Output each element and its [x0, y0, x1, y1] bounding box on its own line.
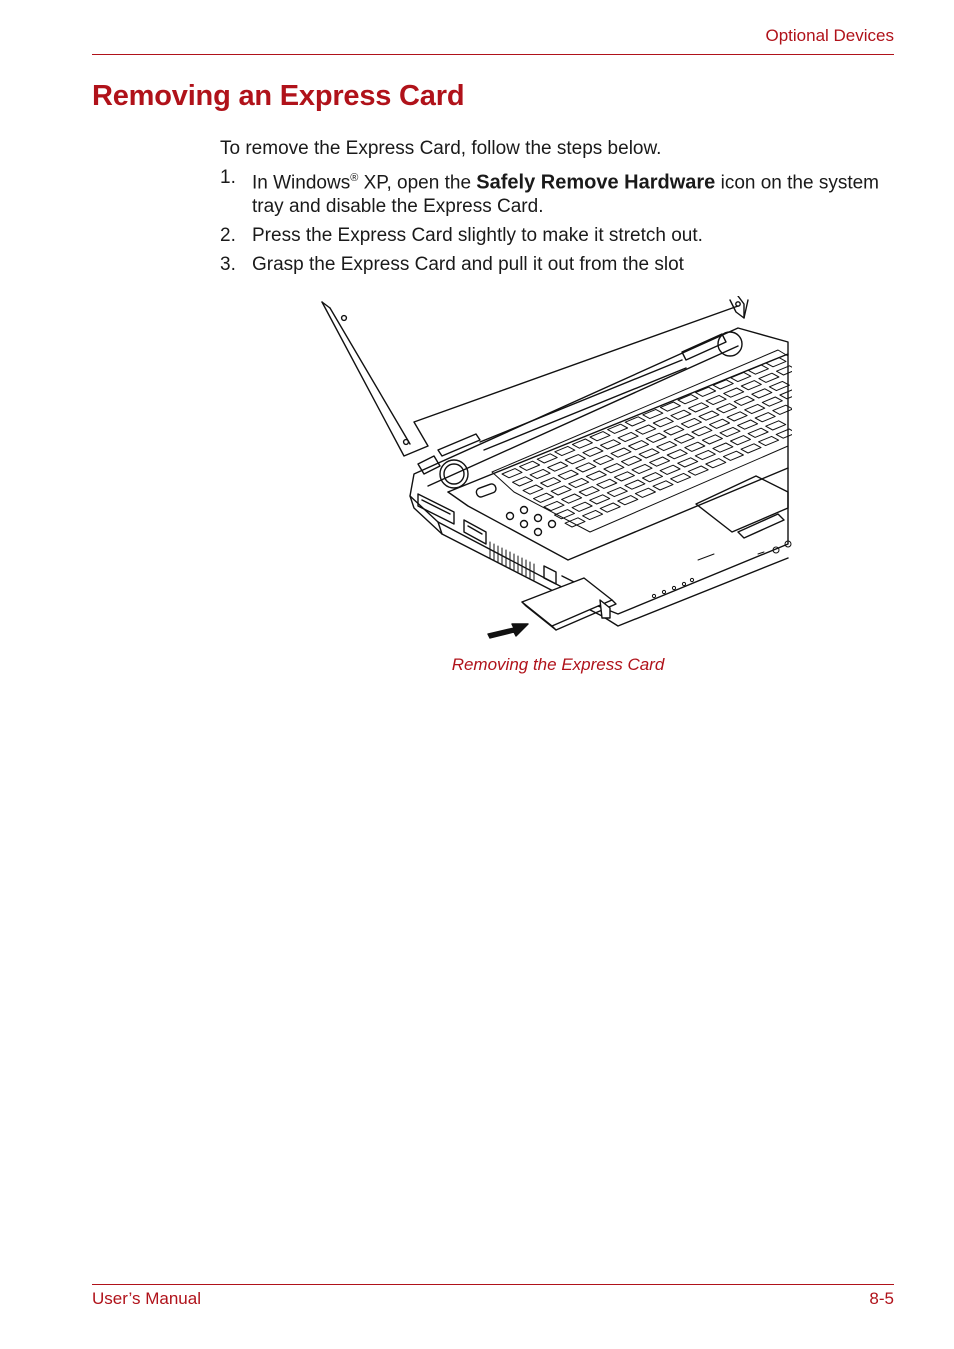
keyboard-key	[727, 412, 747, 421]
keyboard-key	[632, 464, 652, 473]
keyboard-key	[692, 427, 712, 436]
keyboard-key	[678, 458, 698, 467]
keyboard-key	[597, 479, 617, 488]
bold-term: Safely Remove Hardware	[476, 171, 716, 194]
step-text-post: icon on the system tray and disable the Express Card.	[252, 172, 880, 218]
keyboard-key	[604, 464, 624, 473]
keyboard-key	[755, 413, 775, 422]
keyboard-key	[713, 443, 733, 452]
keyboard-key	[710, 419, 730, 428]
keyboard-key	[689, 403, 709, 412]
laptop-express-card-illustration	[318, 296, 792, 641]
keyboard-key	[688, 466, 708, 475]
keyboard-key	[502, 469, 522, 478]
keyboard-key	[601, 440, 621, 449]
keyboard-key	[702, 435, 722, 444]
keyboard-key	[579, 487, 599, 496]
keyboard-key	[706, 395, 726, 404]
keyboard-key	[576, 463, 596, 472]
keyboard-key	[618, 496, 638, 505]
keyboard-key	[523, 485, 543, 494]
keyboard-key	[780, 390, 792, 399]
keyboard-key	[706, 459, 726, 468]
keyboard-key	[636, 425, 656, 434]
keyboard-key	[731, 436, 751, 445]
keyboard-key	[618, 432, 638, 441]
keyboard-key	[548, 462, 568, 471]
keyboard-key	[586, 471, 606, 480]
front-indicators	[652, 541, 791, 598]
figure-caption: Removing the Express Card	[451, 655, 665, 674]
footer-manual-title: User’s Manual	[92, 1289, 201, 1308]
intro-paragraph: To remove the Express Card, follow the steps below.	[220, 138, 662, 159]
step-text: Grasp the Express Card and pull it out from the slot	[252, 254, 684, 276]
keyboard-key	[741, 381, 761, 390]
footer-rule	[92, 1284, 894, 1285]
keyboard-key	[607, 487, 627, 496]
keyboard-key	[600, 503, 620, 512]
keyboard-key	[713, 380, 733, 389]
touchpad	[696, 476, 788, 538]
keyboard-key	[699, 411, 719, 420]
keyboard-key	[513, 477, 533, 486]
keyboard-key	[646, 433, 666, 442]
express-card	[522, 578, 616, 630]
step-number: 2.	[220, 225, 236, 247]
pull-direction-arrow-icon	[488, 624, 528, 638]
keyboard-key	[745, 404, 765, 413]
keyboard-key	[717, 404, 737, 413]
keyboard-key	[541, 478, 561, 487]
keyboard-key	[776, 429, 792, 438]
keyboard-key	[671, 410, 691, 419]
keyboard-key	[622, 456, 642, 465]
keyboard-key	[611, 448, 631, 457]
keyboard-key	[558, 470, 578, 479]
keyboard-key	[759, 436, 779, 445]
footer-page-number: 8-5	[869, 1289, 894, 1308]
keyboard-key	[660, 465, 680, 474]
step-text-pre: In Windows	[252, 172, 351, 194]
header-rule	[92, 54, 894, 55]
step-item	[220, 166, 900, 219]
keyboard-key	[748, 428, 768, 437]
keyboard-key	[777, 366, 793, 375]
keyboard-key	[583, 510, 603, 519]
keyboard-key	[769, 381, 789, 390]
keyboard-key	[562, 494, 582, 503]
keyboard-key	[734, 396, 754, 405]
step-number: 3.	[220, 254, 236, 276]
keyboard-key	[667, 450, 687, 459]
keyboard-key	[759, 373, 779, 382]
steps-list	[220, 166, 900, 282]
keyboard-key	[671, 473, 691, 482]
laptop-lid	[322, 296, 748, 456]
keyboard-key	[723, 451, 743, 460]
keyboard-key	[639, 449, 659, 458]
keyboard-key	[643, 409, 663, 418]
keyboard-key	[724, 388, 744, 397]
keyboard-key	[593, 455, 613, 464]
keyboard-key	[660, 402, 680, 411]
keyboard-key	[530, 469, 550, 478]
keyboard-key	[696, 387, 716, 396]
keyboard-key	[773, 405, 792, 414]
keyboard-key	[685, 442, 705, 451]
step-number: 1.	[220, 167, 236, 188]
keyboard-key	[657, 441, 677, 450]
keyboard-key	[625, 480, 645, 489]
keyboard-key	[664, 426, 684, 435]
keyboard-key	[629, 441, 649, 450]
step-text-mid: XP, open the	[358, 172, 477, 194]
keyboard-key	[731, 372, 751, 381]
laptop-base	[410, 328, 788, 626]
keyboard-key	[555, 510, 575, 519]
keyboard-key	[569, 478, 589, 487]
keyboard-key	[650, 457, 670, 466]
keyboard-key	[653, 418, 673, 427]
page-title: Removing an Express Card	[92, 80, 465, 112]
keyboard-key	[695, 450, 715, 459]
keyboard-key	[762, 397, 782, 406]
keyboard-key	[766, 358, 786, 367]
keyboard-key	[534, 493, 554, 502]
keyboard-key	[572, 502, 592, 511]
keyboard-key	[741, 444, 761, 453]
keyboard-key	[635, 488, 655, 497]
step-item	[220, 224, 900, 248]
keyboard-key	[565, 518, 585, 527]
keyboard-key	[565, 455, 585, 464]
keyboard-key	[590, 495, 610, 504]
keyboard-key	[678, 395, 698, 404]
keyboard-key	[653, 481, 673, 490]
keyboard-key	[674, 434, 694, 443]
keyboard-key	[766, 421, 786, 430]
keyboard-key	[752, 389, 772, 398]
keyboard-key	[738, 420, 758, 429]
keyboard-key	[614, 472, 634, 481]
step-text: Press the Express Card slightly to make it stretch out.	[252, 225, 703, 247]
keyboard-key	[551, 486, 571, 495]
keyboard-key	[643, 473, 663, 482]
registered-mark: ®	[350, 172, 359, 184]
keyboard-key	[720, 427, 740, 436]
media-buttons	[475, 483, 555, 536]
step-item	[220, 253, 900, 277]
keyboard-key	[583, 447, 603, 456]
keyboard-key	[520, 461, 540, 470]
keyboard-key	[748, 365, 768, 374]
page-header-section: Optional Devices	[765, 26, 894, 45]
keyboard-key	[681, 418, 701, 427]
